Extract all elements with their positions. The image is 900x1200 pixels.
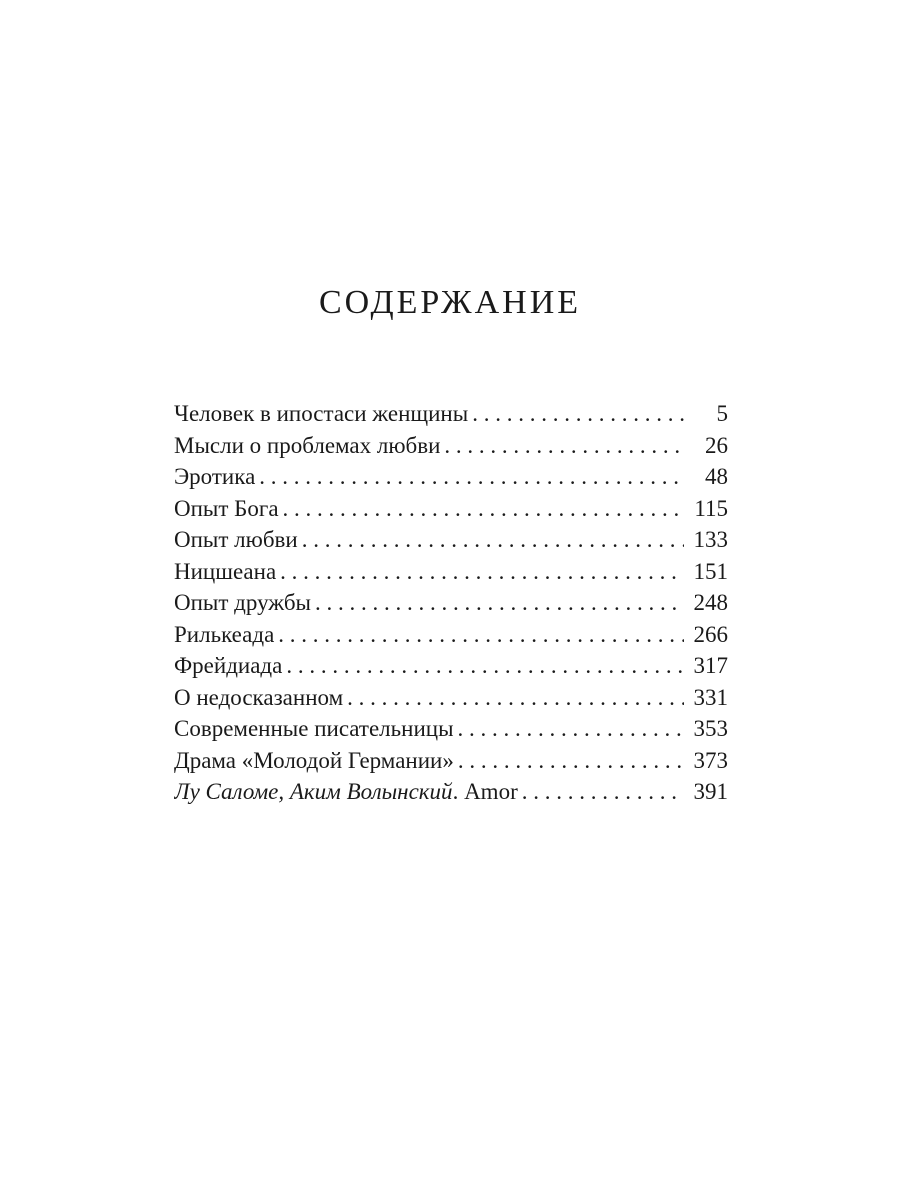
toc-entry	[174, 493, 728, 525]
toc-entry-page: 48	[705, 464, 728, 489]
toc-entry-page: 248	[693, 590, 728, 615]
toc-entry-page: 266	[693, 621, 728, 647]
toc-entry-page: 5	[716, 401, 728, 426]
toc-entry-page: 373	[693, 747, 728, 773]
toc-entry-title: Человек в ипостаси женщины	[174, 401, 469, 426]
toc-entry	[174, 398, 728, 430]
dot-leader	[286, 650, 684, 682]
toc-entry	[174, 619, 728, 651]
dot-leader	[283, 493, 684, 525]
toc-entry-page: 133	[693, 527, 728, 552]
toc-entry	[174, 650, 728, 682]
toc-entry-title: Рилькеада	[174, 621, 275, 647]
toc-entry-page: 115	[694, 495, 728, 521]
toc-entry	[174, 745, 728, 777]
toc-entry	[174, 524, 728, 556]
toc-entry-title: Опыт Бога	[174, 495, 279, 521]
page-title: СОДЕРЖАНИЕ	[318, 284, 582, 321]
toc-entry-title: Фрейдиада	[174, 653, 283, 678]
dot-leader	[472, 398, 684, 430]
toc-entry-title: Ницшеана	[174, 558, 277, 584]
toc-entry-title: Драма «Молодой Германии»	[174, 747, 454, 773]
toc-entry-page: 353	[693, 716, 728, 741]
toc-entry-page: 151	[693, 558, 728, 584]
toc-entry-title: О недосказанном	[174, 684, 344, 710]
toc-entry	[174, 682, 728, 714]
toc-entry-title: Современные писательницы	[174, 716, 454, 741]
dot-leader	[278, 619, 684, 651]
toc-entry-page: 331	[693, 684, 728, 710]
dot-leader	[259, 461, 684, 493]
toc-entry	[174, 430, 728, 462]
toc-entry-title: Опыт любви	[174, 527, 298, 552]
toc-entry-page: 317	[693, 653, 728, 678]
dot-leader	[458, 745, 684, 777]
dot-leader	[280, 556, 684, 588]
toc-entry-title: Мысли о проблемах любви	[174, 432, 441, 458]
dot-leader	[522, 776, 684, 808]
dot-leader	[444, 430, 684, 462]
toc-entry-title: Опыт дружбы	[174, 590, 312, 615]
toc-entry-title	[174, 776, 518, 808]
toc-entry	[174, 556, 728, 588]
toc-entry-title-text: . Amor	[452, 779, 518, 804]
toc-entry-title: Эротика	[174, 464, 256, 489]
toc-entry	[174, 587, 728, 619]
dot-leader	[315, 587, 684, 619]
toc-entry-author: Лу Саломе, Аким Волынский	[174, 779, 453, 804]
dot-leader	[458, 713, 684, 745]
toc-entry	[174, 713, 728, 745]
toc-entry	[174, 461, 728, 493]
toc-entry-page: 391	[693, 779, 728, 804]
toc-entry	[174, 776, 728, 808]
toc-entry-page: 26	[705, 432, 728, 458]
dot-leader	[347, 682, 684, 714]
table-of-contents	[174, 398, 728, 808]
dot-leader	[302, 524, 684, 556]
